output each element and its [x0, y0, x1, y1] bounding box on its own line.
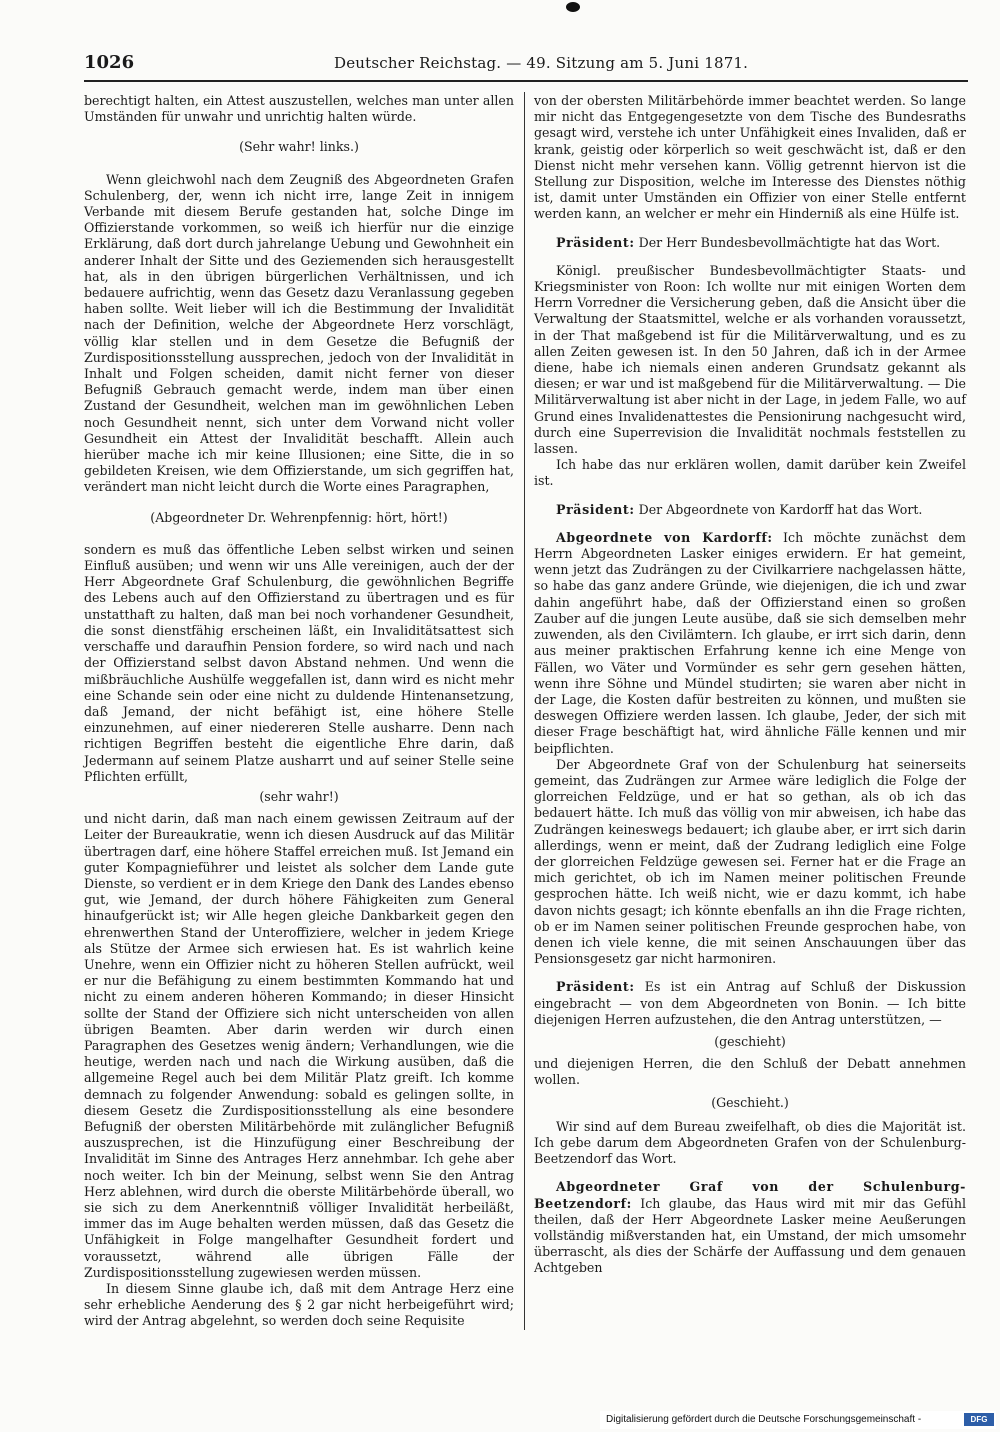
- speaker-name: Präsident:: [556, 234, 635, 250]
- speech-text: Ich glaube, das Haus wird mit mir das Gefühl theilen, daß der Herr Abgeordnete Lasker meine Aeußerungen vollständig mißverstanden hat, ein Umstand, der mich umsomehr überrascht, als dies der Schärfe der Auffassung und dem genauen Achtgeben: [534, 1195, 966, 1276]
- page-header: [84, 48, 968, 80]
- speech: [534, 530, 966, 757]
- paragraph: In diesem Sinne glaube ich, daß mit dem Antrage Herz eine sehr erhebliche Aenderung des § 2 gar nicht herbeigeführt wird; wird der Antrag abgelehnt, so werden doch seine Requisite: [84, 1281, 514, 1329]
- speaker-name: Präsident:: [556, 979, 635, 995]
- speech-text: Der Herr Bundesbevollmächtigte hat das Wort.: [634, 234, 941, 250]
- speech: [534, 263, 966, 457]
- ink-blot: [566, 2, 580, 12]
- paragraph: berechtigt halten, ein Attest auszustellen, welches man unter allen Umständen für unwahr und unrichtig halten würde.: [84, 93, 514, 125]
- speaker-name: Königl. preußischer Bundesbevollmächtigter Staats- und Kriegsminister von Roon:: [534, 262, 966, 295]
- paragraph: und diejenigen Herren, die den Schluß der Debatt annehmen wollen.: [534, 1056, 966, 1088]
- paragraph: Wenn gleichwohl nach dem Zeugniß des Abgeordneten Grafen Schulenberg, der, wenn ich nicht irre, lange Zeit in innigem Verbande mit diesem Berufe gestanden hat, solche Dinge im Offizierstande vorkommen, so weiß ich hierfür nur die einzige Erklärung, daß dort durch jahrelange Uebung und Gewohnheit ein anderer Inhalt der Sitte und des Geziemenden sich herausgestellt hat, als in den übrigen bürgerlichen Verhältnissen, und ich bedauere aufrichtig, wenn das Gesetz dazu Veranlassung gegeben haben sollte. Weit lieber will ich die Bestimmung der Invalidität nach der Definition, welche der Abgeordnete Herz vorschlägt, völlig klar stellen und in dem Gesetze die Befugniß der Zurdispositionsstellung aussprechen, jedoch von der Invalidität in Inhalt und Folgen scheiden, damit nicht ferner von dieser Befugniß Gebrauch gemacht werde, indem man über einen Zustand der Gesundheit, welchen man im gewöhnlichen Leben noch Gesundheit nennt, sich unter dem Vorwand nicht voller Gesundheit ein Attest der Invalidität beschafft. Allein auch hierüber mache ich mir keine Illusionen; eine Sitte, die in so gebildeten Kreisen, wie dem Offizierstande, um sich gegriffen hat, verändert man nicht leicht durch die Worte eines Paragraphen,: [84, 171, 514, 495]
- paragraph: Ich habe das nur erklären wollen, damit darüber kein Zweifel ist.: [534, 457, 966, 489]
- speech-text: Ich möchte zunächst dem Herrn Abgeordneten Lasker einiges erwidern. Er hat gemeint, wenn jetzt das Zudrängen zu der Civilkarriere nachgelassen hätte, so habe das ganz andere Gründe, wie diejenigen, die ich und zwar dahin angeführt habe, daß der Offizierstand einen so großen Zauber auf die jungen Leute ausübe, daß sie sich demselben mehr zuwenden, als den Civilämtern. Ich glaube, er irrt sich darin, denn aus meiner praktischen Erfahrung kenne ich eine Menge von Fällen, wo Väter und Vormünder es sehr gern gesehen hätten, wenn ihre Söhne und Mündel studirten; sie waren aber nicht in der Lage, die Kosten dafür bestreiten zu können, und mußten sie deswegen Offiziere werden lassen. Ich glaube, Jeder, der sich mit dieser Frage beschäftigt hat, wird ähnliche Fälle kennen und mir beipflichten.: [534, 529, 966, 756]
- speech: [534, 1179, 966, 1276]
- running-title: Deutscher Reichstag. — 49. Sitzung am 5. Juni 1871.: [334, 54, 749, 72]
- interjection: (Abgeordneter Dr. Wehrenpfennig: hört, hört!): [150, 509, 448, 525]
- paragraph: Wir sind auf dem Bureau zweifelhaft, ob dies die Majorität ist. Ich gebe darum dem Abgeordneten Grafen von der Schulenburg-Beetzendorf das Wort.: [534, 1118, 966, 1167]
- interjection: (Geschieht.): [711, 1094, 789, 1110]
- speech-text: Es ist ein Antrag auf Schluß der Diskussion eingebracht — von dem Abgeordneten von Bonin. — Ich bitte diejenigen Herren aufzustehen, die den Antrag unterstützen, —: [534, 979, 966, 1027]
- interjection: (geschieht): [714, 1033, 786, 1049]
- speech-text: Ich wollte nur mit einigen Worten dem Herrn Vorredner die Versicherung geben, daß die Ansicht über die Verwaltung der Staatsmittel, welche er als vorhanden voraussetzt, in der That maßgebend ist für die Militärverwaltung, und es zu allen Zeiten gewesen ist. In den 50 Jahren, daß ich in der Armee diene, habe ich niemals einen anderen Grundsatz gekannt als diesen; er war und ist maßgebend für die Militärverwaltung. — Die Militärverwaltung ist aber nicht in der Lage, in jedem Falle, wo auf Grund eines Invalidenattestes die Pensionirung nachgesucht wird, durch eine Superrevision die Invalidität nochmals feststellen zu lassen.: [534, 279, 966, 457]
- page-number: 1026: [84, 52, 135, 73]
- column-divider: [524, 92, 525, 1330]
- speech: [534, 502, 966, 518]
- header-rule: [84, 80, 968, 82]
- speaker-name: Präsident:: [556, 501, 635, 517]
- interjection: (sehr wahr!): [259, 788, 339, 804]
- speech-text: Der Abgeordnete von Kardorff hat das Wort.: [634, 501, 923, 517]
- speaker-name: Abgeordneter Graf von der Schulenburg-Beetzendorf:: [534, 1179, 966, 1211]
- digitization-footer: [600, 1411, 996, 1429]
- paragraph: von der obersten Militärbehörde immer beachtet werden. So lange mir nicht das Entgegengesetzte von dem Tische des Bundesraths gesagt wird, verstehe ich unter Unfähigkeit eines Invaliden, daß er krank, geistig oder körperlich so weit geschwächt ist, daß er den Dienst nicht mehr versehen kann. Völlig getrennt hiervon ist die Stellung zur Disposition, welche im Interesse des Dienstes nöthig ist, damit unter Umständen ein Offizier von einer Stelle entfernt werden kann, an welcher er mehr ein Hinderniß als eine Hülfe ist.: [534, 93, 966, 222]
- paragraph: und nicht darin, daß man nach einem gewissen Zeitraum auf der Leiter der Bureaukratie, wenn ich diesen Ausdruck auf das Militär übertragen darf, eine höhere Staffel erreichen muß. Ist Jemand ein guter Kompagnieführer und leistet als solcher dem Lande gute Dienste, so verdient er in dem Kriege den Dank des Landes ebenso gut, wie Jemand, der durch höhere Fähigkeiten zum General hinaufgerückt ist; wir Alle hegen gleiche Dankbarkeit gegen den ehrenwerthen Stand der Unteroffiziere, welcher in jedem Kriege als Stütze der Armee sich erwiesen hat. Es ist wahrlich keine Unehre, wenn ein Offizier nicht zu höheren Stellen aufrückt, weil er nur die Befähigung zu einem bestimmten Kommando hat und nicht zu einem anderen höheren Kommando; in dieser Hinsicht sollte der Stand der Offiziere sich nicht unterscheiden von allen übrigen Beamten. Aber darin werden wir durch einen Paragraphen des Gesetzes wenig ändern; Verhandlungen, wie die heutige, werden nach und nach die Wirkung ausüben, daß die allgemeine Regel auch bei dem Militär Platz greift. Ich komme demnach zu folgender Anwendung: sobald es gelingen sollte, in diesem Gesetz die Zurdispositionsstellung als eine besondere Befugniß der obersten Militärbehörde mit zulänglicher Befugniß auszusprechen, ist die Hinzufügung einer Beschreibung der Invalidität im Sinne des Antrages Herz annehmbar. Ich gehe aber noch weiter. Ich bin der Meinung, selbst wenn Sie den Antrag Herz ablehnen, wird durch die oberste Militärbehörde überall, wo sie sich zu dem Anerkenntniß völliger Invalidität herbeiläßt, immer das im Auge behalten werden müssen, daß das Gesetz die Unfähigkeit in Folge mangelhafter Gesundheit fordert und voraussetzt, während alle übrigen Fälle der Zurdispositionsstellung zugewiesen werden müssen.: [84, 811, 514, 1280]
- speech: [534, 979, 966, 1028]
- paragraph: sondern es muß das öffentliche Leben selbst wirken und seinen Einfluß ausüben; und wenn wir uns Alle vereinigen, auch der der Herr Abgeordnete Graf Schulenburg, die gewöhnlichen Begriffe des Lebens auch auf den Offizierstand zu übertragen und es für unstatthaft zu halten, daß man bei noch vorhandener Gesundheit, die sonst dienstfähig erscheinen läßt, ein Invaliditätsattest sich verschaffe und daraufhin Pension fordere, so wird nach und nach der Offizierstand selbst davon Abstand nehmen. Und wenn die mißbräuchliche Aushülfe weggefallen ist, dann wird es nicht mehr eine Schande sein oder eine nicht zu duldende Hintenansetzung, daß Jemand, der nicht befähigt ist, eine höhere Stelle einzunehmen, auf einer niedereren Stelle ausharre. Denn nach richtigen Begriffen besteht die eigentliche Ehre darin, daß Jedermann auf seinem Platze ausharrt und auf seiner Stelle seine Pflichten erfüllt,: [84, 541, 514, 784]
- interjection: (Sehr wahr! links.): [239, 139, 359, 155]
- right-column: [534, 93, 966, 1277]
- paragraph: Der Abgeordnete Graf von der Schulenburg hat seinerseits gemeint, das Zudrängen zur Armee wäre lediglich die Folge der glorreichen Feldzüge, und er hat so gethan, als ob ich das bedauert hätte. Ich muß das völlig von mir abweisen, ich habe das Zudrängen keineswegs bedauert; ich glaube aber, er irrt sich darin allerdings, wenn er meint, daß der Zudrang lediglich eine Folge der glorreichen Feldzüge gewesen sei. Ferner hat er die Frage an mich gerichtet, ob ich im Namen meiner politischen Freunde gesprochen hätte. Ich weiß nicht, wie er dazu kommt, ich habe davon nichts gesagt; ich könnte ebenfalls an ihn die Frage richten, ob er im Namen seiner politischen Freunde gesprochen habe, von denen ich viele kenne, die mit seinen Anschauungen über das Pensionsgesetz gar nicht harmoniren.: [534, 756, 966, 967]
- speaker-name: Abgeordnete von Kardorff:: [556, 529, 773, 545]
- speech: [534, 235, 966, 251]
- left-column: [84, 93, 514, 1330]
- footer-text: Digitalisierung gefördert durch die Deutsche Forschungsgemeinschaft -: [606, 1414, 922, 1425]
- dfg-logo: DFG: [964, 1413, 994, 1426]
